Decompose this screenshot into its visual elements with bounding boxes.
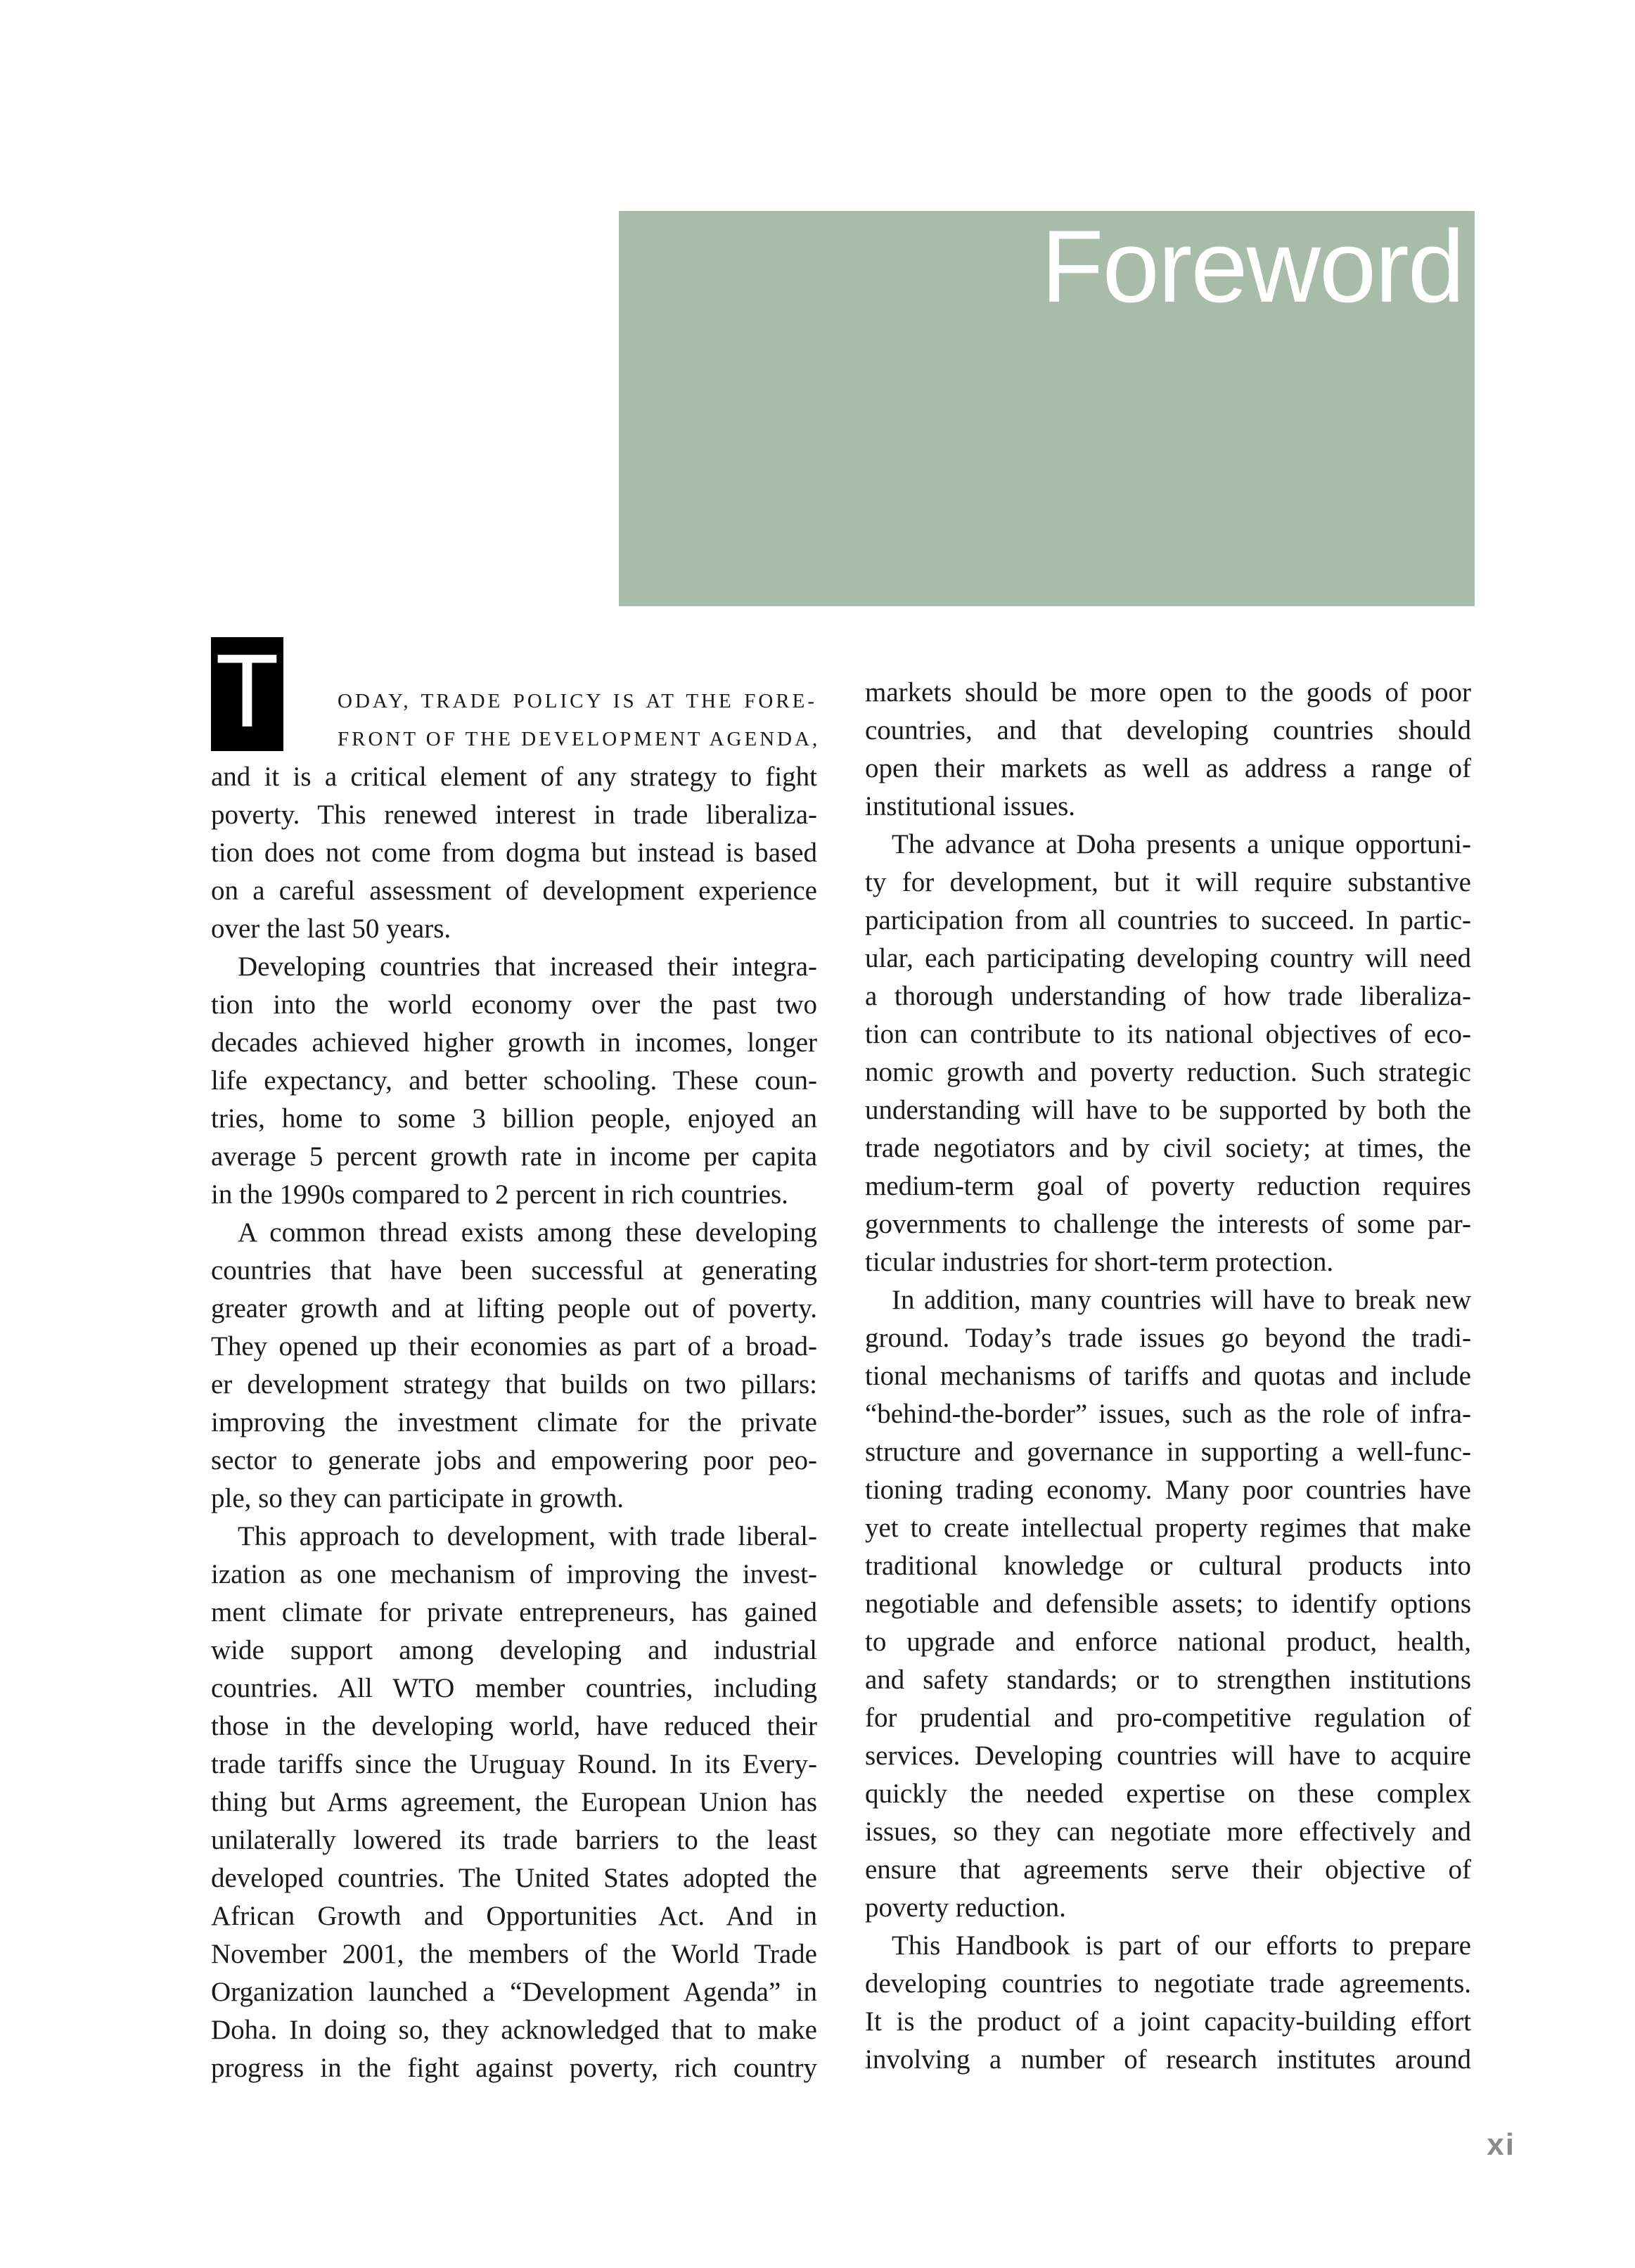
text-line: and it is a critical element of any strategy to fight bbox=[211, 762, 817, 792]
text-line: institutional issues. bbox=[865, 791, 1076, 821]
text-line: nomic growth and poverty reduction. Such strategic bbox=[865, 1057, 1471, 1087]
text-line: average 5 percent growth rate in income per capita bbox=[211, 1141, 817, 1172]
text-line: African Growth and Opportunities Act. And in bbox=[211, 1901, 817, 1931]
text-line: tion does not come from dogma but instead is based bbox=[211, 838, 817, 868]
text-line: The advance at Doha presents a unique opportuni- bbox=[892, 829, 1471, 859]
text-line: greater growth and at lifting people out of poverty. bbox=[211, 1293, 817, 1324]
text-line: This Handbook is part of our efforts to prepare bbox=[892, 1930, 1471, 1961]
text-line: poverty reduction. bbox=[865, 1892, 1066, 1923]
lead-in-line: ODAY, TRADE POLICY IS AT THE FORE- bbox=[338, 690, 817, 712]
text-line: They opened up their economies as part of a broad- bbox=[211, 1331, 817, 1362]
text-line: markets should be more open to the goods of poor bbox=[865, 677, 1471, 707]
text-line: Developing countries that increased their integra- bbox=[238, 952, 817, 982]
left-text-column bbox=[211, 758, 817, 2087]
text-line: A common thread exists among these developing bbox=[238, 1217, 817, 1248]
text-line: life expectancy, and better schooling. These coun- bbox=[211, 1065, 817, 1096]
text-line: ple, so they can participate in growth. bbox=[211, 1483, 624, 1513]
text-line: traditional knowledge or cultural products into bbox=[865, 1551, 1471, 1581]
text-line: tries, home to some 3 billion people, enjoyed an bbox=[211, 1103, 817, 1134]
text-line: issues, so they can negotiate more effectively and bbox=[865, 1817, 1471, 1847]
text-line: ensure that agreements serve their objective of bbox=[865, 1854, 1471, 1885]
page-number: xi bbox=[1487, 2127, 1515, 2162]
text-line: countries, and that developing countries should bbox=[865, 715, 1471, 745]
text-line: medium-term goal of poverty reduction requires bbox=[865, 1171, 1471, 1201]
text-line: developing countries to negotiate trade agreements. bbox=[865, 1968, 1471, 1999]
text-line: developed countries. The United States adopted the bbox=[211, 1863, 817, 1893]
text-line: wide support among developing and industrial bbox=[211, 1635, 817, 1665]
drop-cap-letter: T bbox=[215, 633, 279, 749]
text-line: ization as one mechanism of improving the invest- bbox=[211, 1559, 817, 1589]
text-line: sector to generate jobs and empowering poor peo- bbox=[211, 1445, 817, 1475]
text-line: those in the developing world, have reduced their bbox=[211, 1711, 817, 1741]
text-line: quickly the needed expertise on these complex bbox=[865, 1779, 1471, 1809]
text-line: on a careful assessment of development experience bbox=[211, 876, 817, 906]
text-line: In addition, many countries will have to break new bbox=[892, 1285, 1471, 1315]
right-text-column bbox=[865, 674, 1471, 2079]
text-line: thing but Arms agreement, the European Union has bbox=[211, 1787, 817, 1817]
text-line: to upgrade and enforce national product, health, bbox=[865, 1627, 1471, 1657]
text-line: yet to create intellectual property regimes that make bbox=[865, 1513, 1471, 1543]
text-line: a thorough understanding of how trade liberaliza- bbox=[865, 981, 1471, 1011]
text-line: ticular industries for short-term protection. bbox=[865, 1247, 1334, 1277]
text-line: open their markets as well as address a range of bbox=[865, 753, 1471, 783]
text-line: “behind-the-border” issues, such as the role of infra- bbox=[865, 1399, 1471, 1429]
text-line: ground. Today’s trade issues go beyond the tradi- bbox=[865, 1323, 1471, 1353]
text-line: involving a number of research institutes around bbox=[865, 2044, 1471, 2075]
text-line: in the 1990s compared to 2 percent in rich countries. bbox=[211, 1179, 788, 1210]
text-line: It is the product of a joint capacity-building effort bbox=[865, 2006, 1471, 2037]
text-line: countries that have been successful at generating bbox=[211, 1255, 817, 1286]
text-line: for prudential and pro-competitive regulation of bbox=[865, 1703, 1471, 1733]
text-line: er development strategy that builds on two pillars: bbox=[211, 1369, 817, 1399]
text-line: tion into the world economy over the past two bbox=[211, 989, 817, 1020]
text-line: decades achieved higher growth in incomes, longer bbox=[211, 1027, 817, 1058]
text-line: poverty. This renewed interest in trade liberaliza- bbox=[211, 800, 817, 830]
text-line: countries. All WTO member countries, including bbox=[211, 1673, 817, 1703]
text-line: trade tariffs since the Uruguay Round. In its Every- bbox=[211, 1749, 817, 1779]
text-line: negotiable and defensible assets; to identify options bbox=[865, 1589, 1471, 1619]
text-line: progress in the fight against poverty, rich country bbox=[211, 2053, 817, 2083]
text-line: participation from all countries to succeed. In partic- bbox=[865, 905, 1471, 935]
text-line: understanding will have to be supported by both the bbox=[865, 1095, 1471, 1125]
text-line: structure and governance in supporting a well-func- bbox=[865, 1437, 1471, 1467]
text-line: ular, each participating developing country will need bbox=[865, 943, 1471, 973]
text-line: over the last 50 years. bbox=[211, 914, 451, 944]
drop-cap-box bbox=[211, 633, 283, 751]
text-line: November 2001, the members of the World Trade bbox=[211, 1939, 817, 1969]
lead-in-line: FRONT OF THE DEVELOPMENT AGENDA, bbox=[338, 728, 821, 750]
text-line: and safety standards; or to strengthen institutions bbox=[865, 1665, 1471, 1695]
text-line: ment climate for private entrepreneurs, has gained bbox=[211, 1597, 817, 1627]
text-line: trade negotiators and by civil society; at times, the bbox=[865, 1133, 1471, 1163]
text-line: tioning trading economy. Many poor countries have bbox=[865, 1475, 1471, 1505]
title-banner bbox=[619, 211, 1475, 606]
text-line: This approach to development, with trade liberal- bbox=[238, 1521, 817, 1551]
text-line: tion can contribute to its national objectives of eco- bbox=[865, 1019, 1471, 1049]
text-line: unilaterally lowered its trade barriers to the least bbox=[211, 1825, 817, 1855]
text-line: improving the investment climate for the private bbox=[211, 1407, 817, 1437]
text-line: Organization launched a “Development Agenda” in bbox=[211, 1977, 817, 2007]
page-title: Foreword bbox=[1041, 209, 1463, 323]
text-line: Doha. In doing so, they acknowledged that to make bbox=[211, 2015, 817, 2045]
text-line: governments to challenge the interests of some par- bbox=[865, 1209, 1471, 1239]
text-line: ty for development, but it will require substantive bbox=[865, 867, 1471, 897]
text-line: tional mechanisms of tariffs and quotas and include bbox=[865, 1361, 1471, 1391]
text-line: services. Developing countries will have to acquire bbox=[865, 1741, 1471, 1771]
